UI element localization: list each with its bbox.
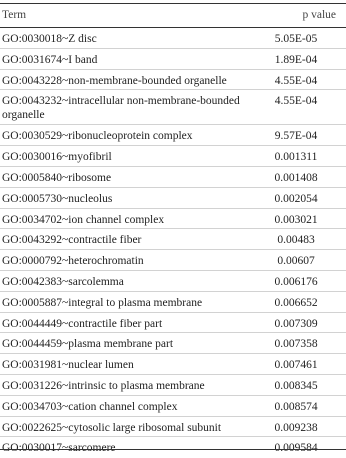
p-value-cell: 5.05E-05 [274,33,318,45]
table-header-row [0,4,346,27]
table-row [0,229,346,250]
term-cell: GO:0022625~cytosolic large ribosomal subunit [2,421,222,434]
term-cell: GO:0034703~cation channel complex [2,400,178,413]
p-value-cell: 0.00607 [277,255,315,268]
table-row [0,188,346,209]
term-cell: GO:0030016~myofibril [2,151,112,164]
p-value-cell: 0.008574 [274,400,318,413]
term-cell: GO:0043232~intracellular non-membrane-bounded organelle [2,95,240,122]
p-value-cell: 4.55E-04 [274,74,318,87]
p-value-cell: 0.003021 [274,213,318,226]
p-value-cell: 0.007309 [274,317,318,330]
p-value-cell: 0.001311 [274,151,318,164]
p-value-cell: 0.002054 [274,192,318,205]
table-row [0,250,346,271]
term-cell: GO:0043228~non-membrane-bounded organelle [2,74,227,87]
table-row [0,313,346,334]
p-value-cell: 9.57E-04 [274,130,318,143]
table-row [0,28,346,49]
table-row [0,125,346,146]
term-cell: GO:0034702~ion channel complex [2,213,165,226]
term-cell: GO:0005730~nucleolus [2,192,113,205]
term-cell: GO:0005887~integral to plasma membrane [2,296,203,309]
term-cell: GO:0042383~sarcolemma [2,275,124,288]
table-row [0,146,346,167]
table-row [0,49,346,70]
term-cell: GO:0044449~contractile fiber part [2,317,163,330]
term-cell: GO:0043292~contractile fiber [2,234,142,247]
table-row [0,292,346,313]
table-row [0,375,346,396]
table-row [0,354,346,375]
table-row [0,70,346,91]
p-value-cell: 0.007358 [274,338,318,351]
term-cell: GO:0005840~ribosome [2,171,112,184]
p-value-cell: 0.006176 [274,275,318,288]
term-cell: GO:0030529~ribonucleoprotein complex [2,130,193,143]
p-value-cell: 0.006652 [274,296,318,309]
table-row [0,90,346,125]
table-row [0,437,346,458]
table-row [0,333,346,354]
term-cell: GO:0031981~nuclear lumen [2,359,134,372]
header-term: Term [2,9,27,21]
p-value-cell: 0.00483 [277,234,315,247]
p-value-cell: 0.009238 [274,421,318,434]
table-row [0,167,346,188]
p-value-cell: 0.001408 [274,171,318,184]
p-value-cell: 1.89E-04 [274,53,318,66]
term-cell: GO:0030018~Z disc [2,33,97,45]
header-p-value: p value [302,9,336,21]
table-row [0,396,346,417]
term-cell: GO:0030017~sarcomere [2,442,116,455]
term-cell: GO:0031674~I band [2,53,98,66]
p-value-cell: 0.008345 [274,379,318,392]
p-value-cell: 0.007461 [274,359,318,372]
term-cell: GO:0000792~heterochromatin [2,255,144,268]
p-value-cell: 4.55E-04 [274,95,318,108]
table-body [0,28,346,458]
table-row [0,209,346,230]
term-cell: GO:0044459~plasma membrane part [2,338,174,351]
table-row [0,271,346,292]
term-cell: GO:0031226~intrinsic to plasma membrane [2,379,205,392]
p-value-cell: 0.009584 [274,442,318,455]
table-row [0,417,346,438]
